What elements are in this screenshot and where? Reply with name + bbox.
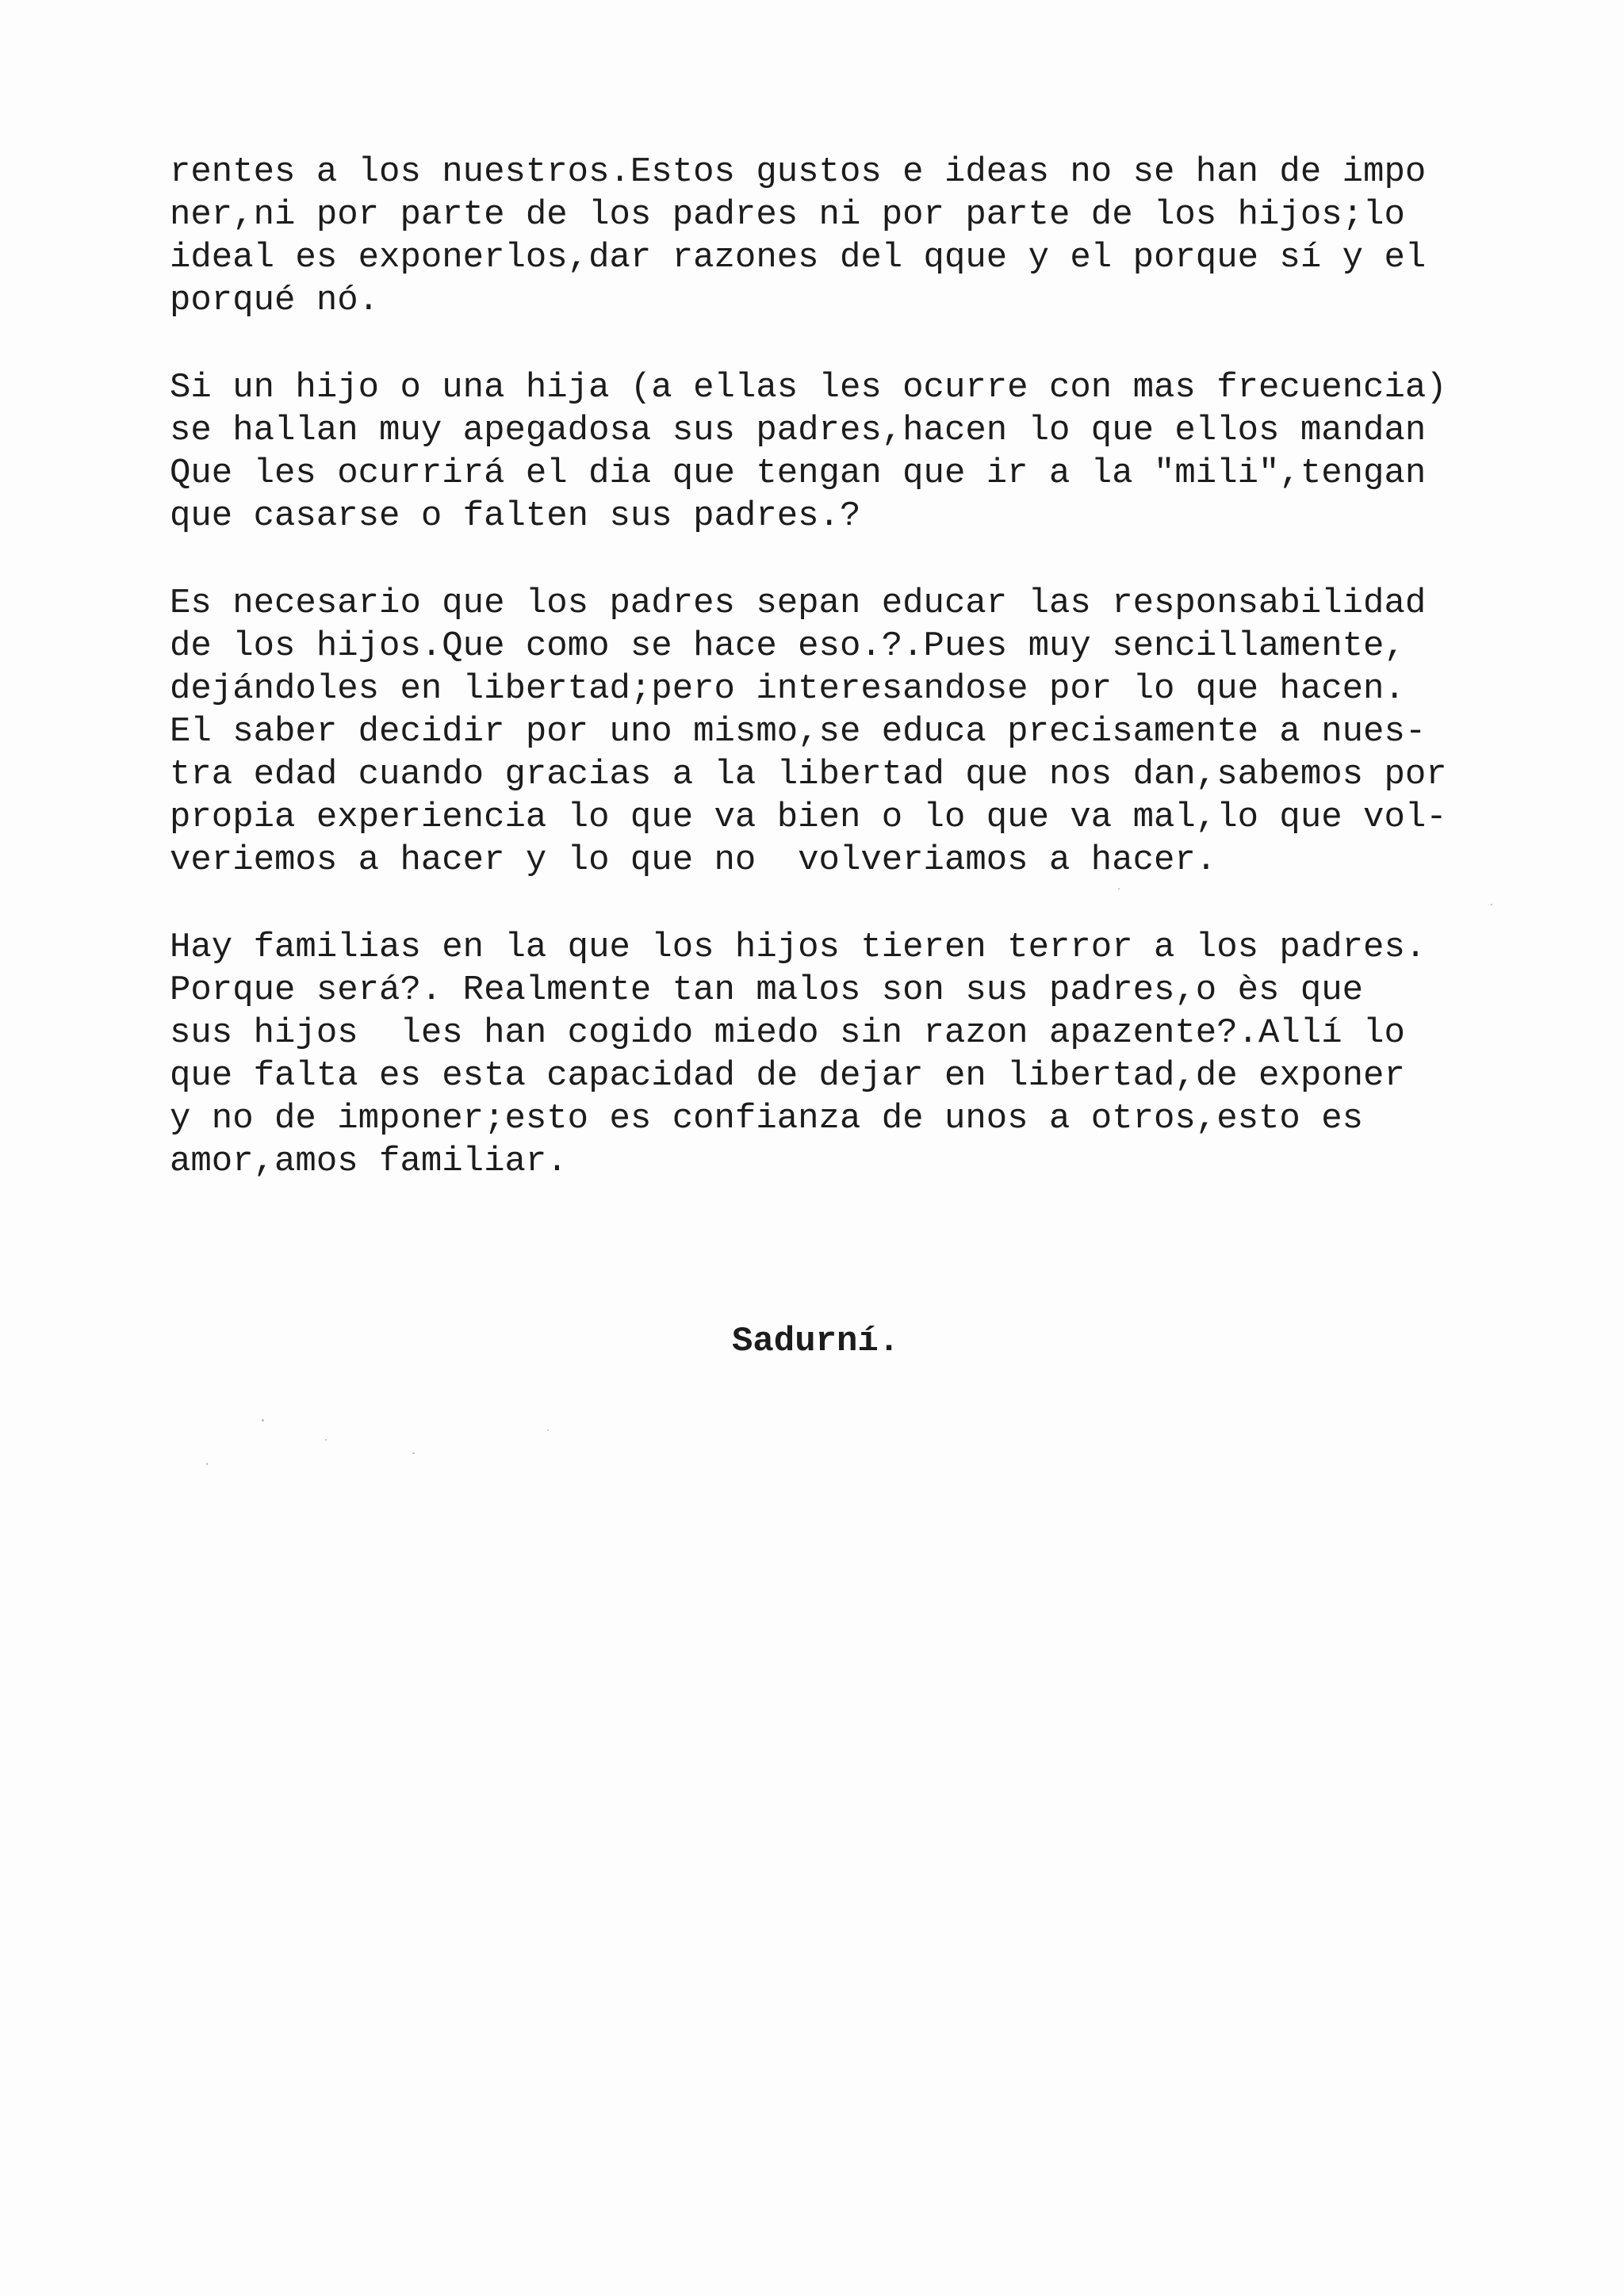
paper-speck [1118,888,1120,890]
text-line: propia experiencia lo que va bien o lo que va mal,lo que vol- [170,798,1447,837]
paper-speck [412,1452,415,1454]
text-line: El saber decidir por uno mismo,se educa precisamente a nues- [170,712,1427,752]
paper-speck [325,1439,327,1441]
text-line: sus hijos les han cogido miedo sin razon apazente?.Allí lo [170,1013,1405,1053]
text-line: porqué nó. [170,281,380,320]
text-line: de los hijos.Que como se hace eso.?.Pues muy sencillamente, [170,626,1405,666]
text-line: Porque será?. Realmente tan malos son sus padres,o ès que [170,970,1364,1010]
text-line: que falta es esta capacidad de dejar en libertad,de exponer [170,1056,1405,1096]
text-line: ner,ni por parte de los padres ni por parte de los hijos;lo [170,195,1405,235]
paper-speck [547,1429,549,1431]
text-line: Si un hijo o una hija (a ellas les ocurre con mas frecuencia) [170,368,1447,408]
text-line: Que les ocurrirá el dia que tengan que ir a la "mili",tengan [170,453,1427,493]
text-line: Es necesario que los padres sepan educar las responsabilidad [170,584,1427,623]
paragraph-2 [170,366,1518,538]
text-line: ideal es exponerlos,dar razones del qque y el porque sí y el [170,238,1427,277]
typed-text-body [170,151,1518,1227]
paragraph-1 [170,151,1518,322]
paper-speck [262,1419,264,1422]
text-line: tra edad cuando gracias a la libertad que nos dan,sabemos por [170,755,1447,794]
signature: Sadurní. [732,1322,900,1361]
text-line: Hay familias en la que los hijos tieren terror a los padres. [170,928,1427,967]
paper-speck [206,1463,208,1465]
text-line: y no de imponer;esto es confianza de unos a otros,esto es [170,1099,1364,1138]
text-line: se hallan muy apegadosa sus padres,hacen lo que ellos mandan [170,411,1427,450]
paragraph-3 [170,582,1518,882]
text-line: rentes a los nuestros.Estos gustos e ideas no se han de impo [170,152,1427,192]
paragraph-4 [170,926,1518,1183]
paper-speck [1491,904,1492,905]
text-line: que casarse o falten sus padres.? [170,496,861,536]
text-line: dejándoles en libertad;pero interesandose por lo que hacen. [170,669,1405,709]
text-line: veriemos a hacer y lo que no volveriamos a hacer. [170,840,1217,880]
text-line: amor,amos familiar. [170,1142,568,1181]
